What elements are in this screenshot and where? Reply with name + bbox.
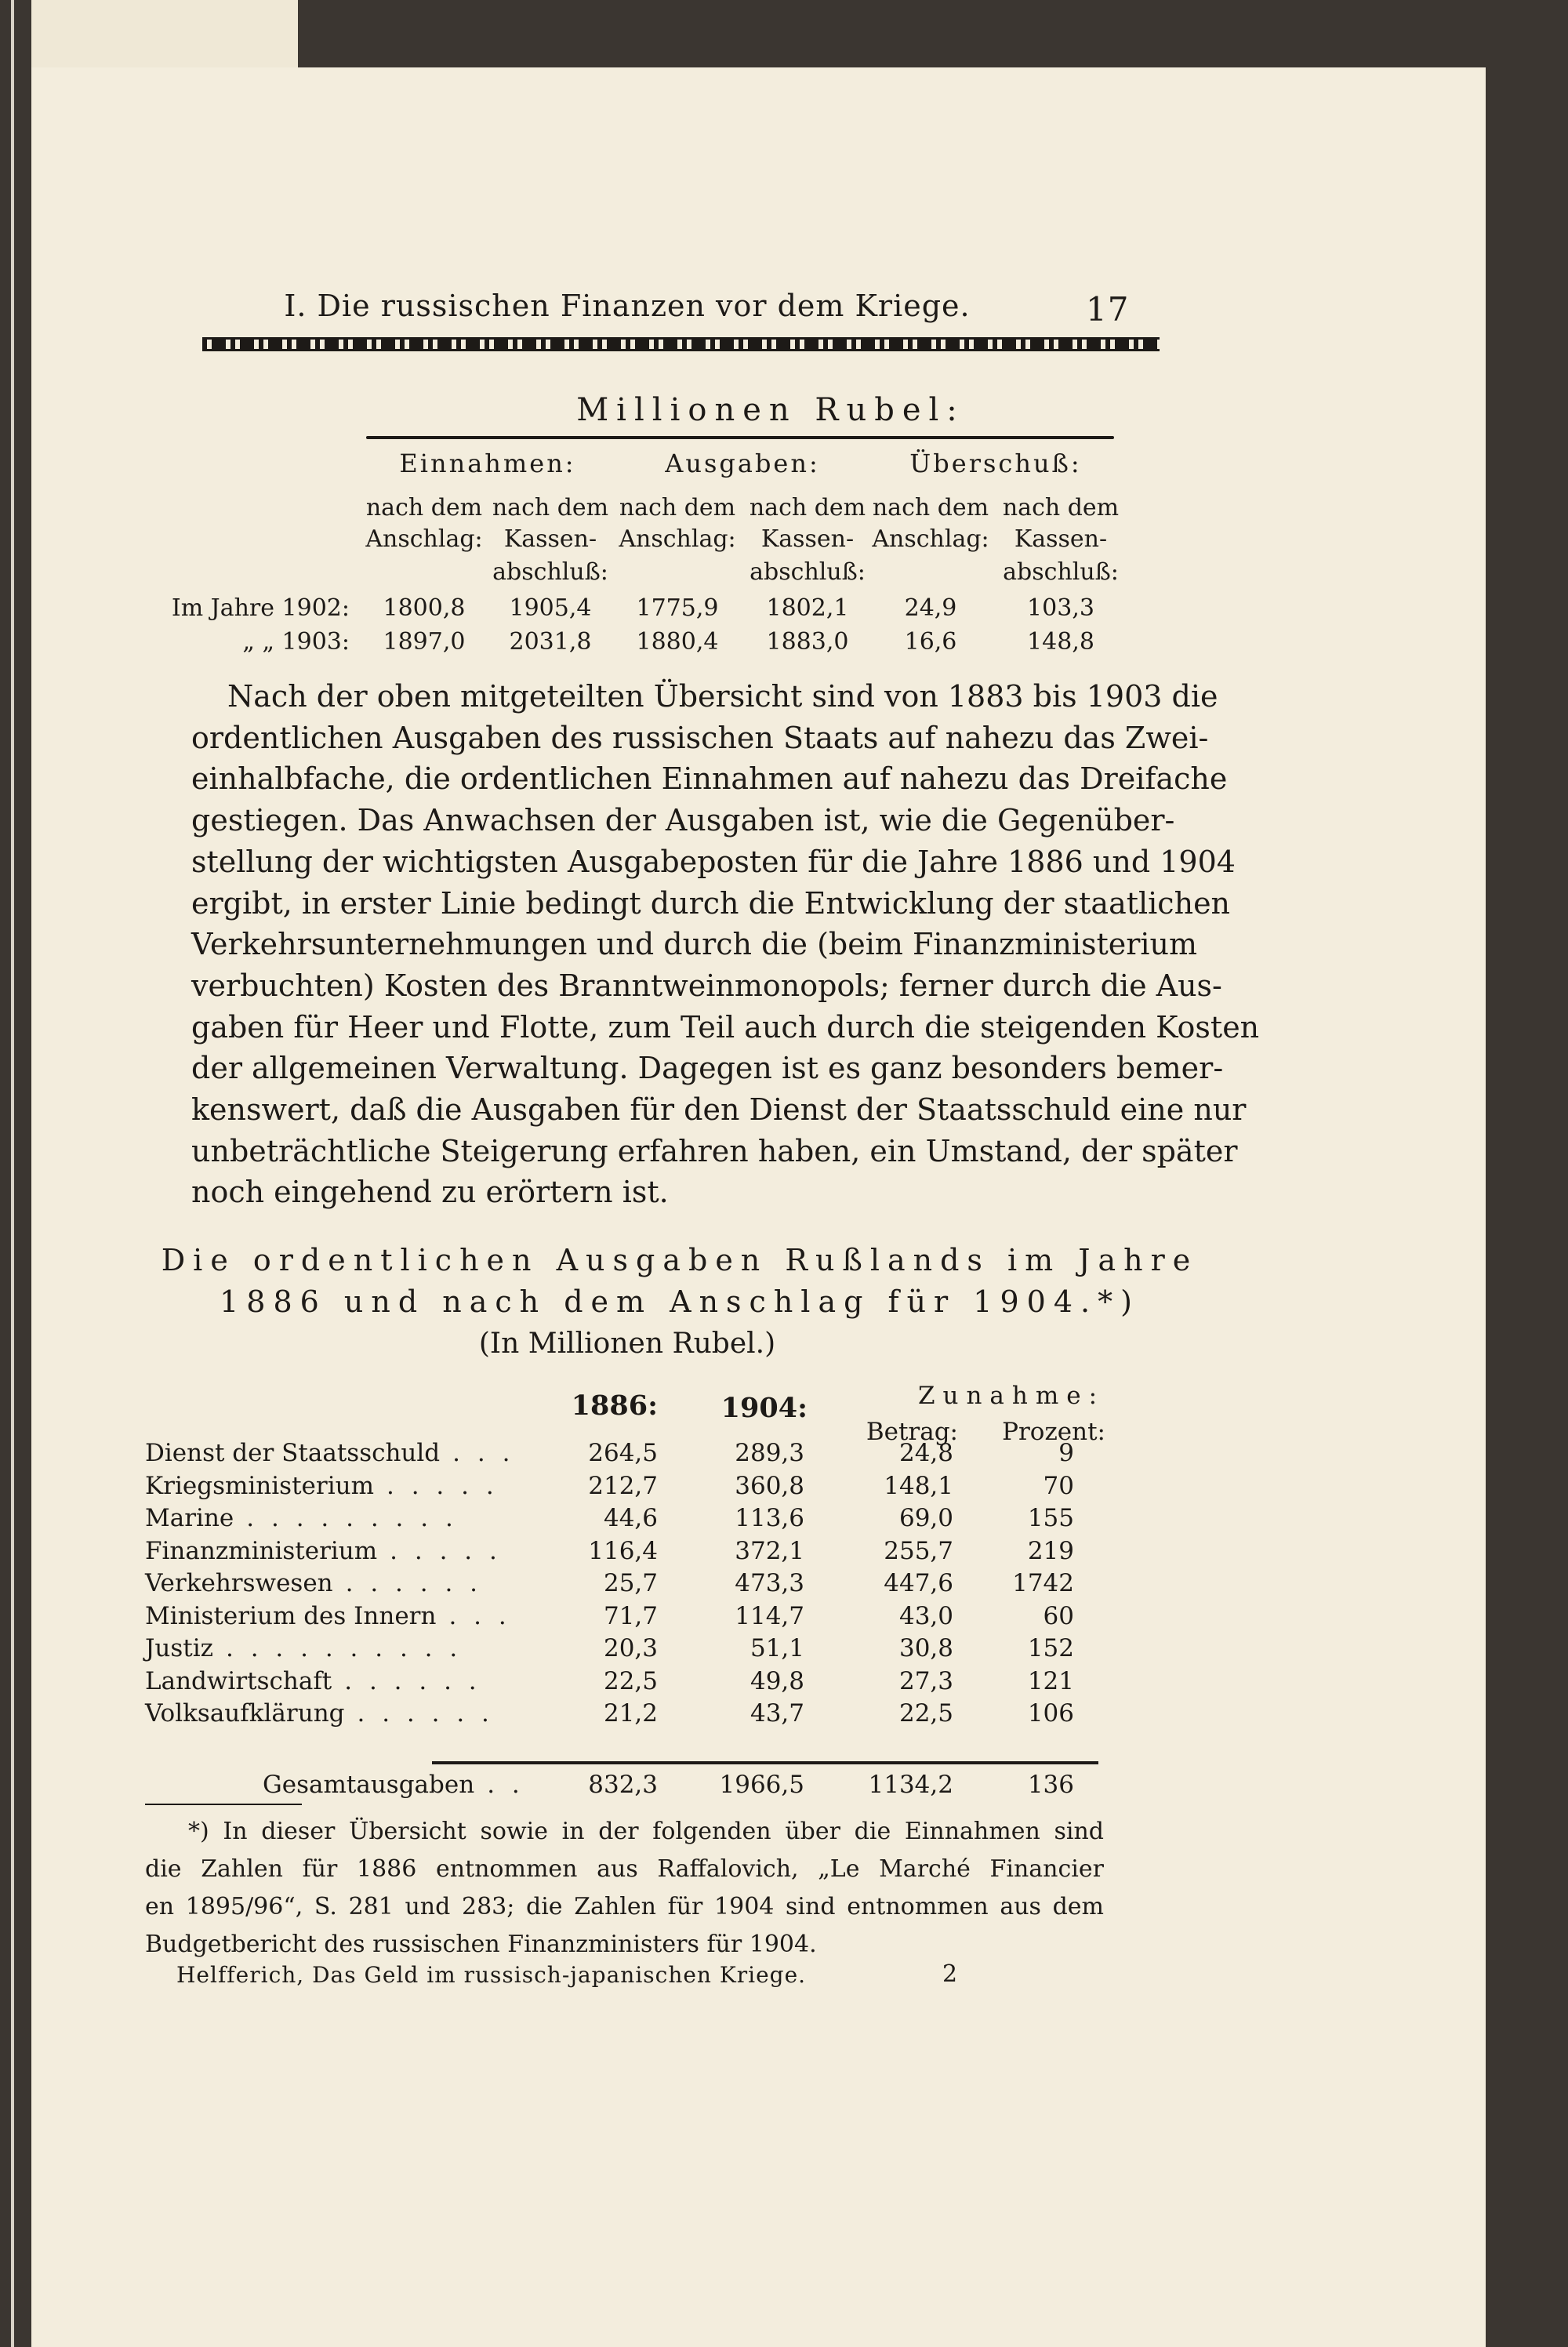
paragraph-line: noch eingehend zu erörtern ist. [191,1175,669,1210]
subheader: Anschlag: [365,525,483,553]
leader-dots: . . . [452,1439,515,1467]
header-1886: 1886: [571,1390,658,1422]
increase-amount: 22,5 [898,1699,953,1728]
value-1904: 360,8 [735,1471,804,1500]
increase-amount: 148,1 [884,1471,953,1500]
row-label-cell [263,1771,524,1799]
value-1886: 20,3 [603,1634,658,1662]
row-label: „ „ 1903: [242,628,350,656]
header-percent: Prozent: [1002,1418,1105,1446]
table-cell: 2031,8 [509,628,592,656]
increase-amount: 447,6 [884,1569,953,1597]
subheader: nach dem [365,494,483,521]
leader-dots: . . . . . . . . . . [226,1634,463,1662]
value-1886: 71,7 [603,1601,658,1630]
leader-dots: . . . . . [387,1471,499,1500]
page-number: 17 [1086,290,1130,329]
subheader: abschluß: [492,558,608,586]
table-cell: 24,9 [904,594,957,622]
table2-title-line2: 1886 und nach dem Anschlag für 1904.*) [220,1284,1140,1319]
group-header: Überschuß: [909,449,1082,478]
value-1904: 113,6 [735,1504,804,1532]
paragraph-line: ergibt, in erster Linie bedingt durch die Entwicklung der staatlichen [191,885,1231,921]
row-label: Marine [145,1504,234,1532]
subheader: abschluß: [1003,558,1119,586]
paragraph-line: ordentlichen Ausgaben des russischen Staats auf nahezu das Zwei- [191,720,1209,755]
value-1904: 49,8 [750,1666,804,1695]
row-label: Ministerium des Innern [145,1601,437,1630]
increase-amount: 69,0 [898,1504,953,1532]
paragraph-line: Nach der oben mitgeteilten Übersicht sind von 1883 bis 1903 die [227,679,1218,714]
leader-dots: . . . . . . [357,1699,494,1728]
increase-amount: 1134,2 [868,1771,953,1799]
value-1886: 116,4 [588,1536,658,1565]
value-1904: 372,1 [735,1536,804,1565]
table2-title-line1: Die ordentlichen Ausgaben Rußlands im Jahre [161,1243,1199,1277]
footnote-rule [145,1804,302,1805]
leader-dots: . . [487,1771,524,1799]
increase-amount: 24,8 [898,1439,953,1467]
increase-percent: 152 [1027,1634,1074,1662]
increase-percent: 136 [1027,1771,1074,1799]
increase-percent: 70 [1043,1471,1074,1500]
paragraph-line: gaben für Heer und Flotte, zum Teil auch durch die steigenden Kosten [191,1009,1260,1045]
table-cell: 1800,8 [383,594,466,622]
row-label-cell [145,1537,502,1565]
ornamental-border [202,337,1160,351]
page-edge [11,0,14,2347]
brace-line [366,436,1114,439]
footnote-line: Budgetbericht des russischen Finanzministers für 1904. [145,1931,817,1958]
increase-percent: 9 [1058,1439,1074,1467]
increase-percent: 1742 [1012,1569,1074,1597]
value-1904: 114,7 [735,1601,804,1630]
increase-amount: 27,3 [898,1666,953,1695]
footnote-line: *) In dieser Übersicht sowie in der folgenden über die Einnahmen sind [188,1818,1104,1845]
row-label-cell [145,1667,481,1695]
increase-percent: 60 [1043,1601,1074,1630]
row-label: Dienst der Staatsschuld [145,1439,441,1467]
subheader: nach dem [492,494,609,521]
value-1886: 22,5 [603,1666,658,1695]
row-label-cell [145,1602,511,1630]
page-margin [31,0,298,71]
row-label-cell [145,1504,458,1532]
row-label: Justiz [145,1634,214,1662]
subheader: Kassen- [1014,525,1108,553]
leader-dots: . . . . . [390,1536,502,1565]
sheet-number: 2 [942,1960,958,1988]
subheader: Anschlag: [619,525,736,553]
leader-dots: . . . [448,1601,511,1630]
paragraph-line: verbuchten) Kosten des Branntweinmonopols; ferner durch die Aus- [191,968,1222,1003]
running-head-title: I. Die russischen Finanzen vor dem Kriege. [284,289,971,323]
increase-percent: 219 [1027,1536,1074,1565]
row-label-cell [145,1439,514,1467]
subheader: nach dem [872,494,989,521]
value-1904: 473,3 [735,1569,804,1597]
subheader: Anschlag: [872,525,989,553]
table-cell: 1883,0 [766,628,849,656]
table-cell: 16,6 [904,628,957,656]
value-1886: 44,6 [603,1504,658,1532]
row-label: Volksaufklärung [145,1699,345,1728]
row-label: Im Jahre 1902: [171,594,350,622]
row-label-cell [145,1634,462,1662]
footnote-line: en 1895/96“, S. 281 und 283; die Zahlen für 1904 sind entnommen aus dem [145,1893,1104,1920]
value-1904: 43,7 [750,1699,804,1728]
increase-amount: 255,7 [884,1536,953,1565]
table-cell: 1775,9 [636,594,719,622]
leader-dots: . . . . . . [344,1666,481,1695]
paragraph-line: der allgemeinen Verwaltung. Dagegen ist es ganz besonders bemer- [191,1051,1224,1086]
row-label: Landwirtschaft [145,1666,332,1695]
leader-dots: . . . . . . . . . [246,1504,458,1532]
paragraph-line: Verkehrsunternehmungen und durch die (beim Finanzministerium [191,927,1198,962]
row-label: Finanzministerium [145,1536,378,1565]
footnote-line: die Zahlen für 1886 entnommen aus Raffalovich, „Le Marché Financier [145,1855,1104,1883]
table-cell: 1897,0 [383,628,466,656]
table-cell: 103,3 [1027,594,1094,622]
group-header: Ausgaben: [665,449,820,478]
paragraph-line: gestiegen. Das Anwachsen der Ausgaben ist, wie die Gegenüber- [191,803,1175,838]
signature-line: Helfferich, Das Geld im russisch-japanischen Kriege. [176,1962,807,1988]
row-label-cell [145,1472,499,1500]
increase-amount: 43,0 [898,1601,953,1630]
value-1886: 212,7 [588,1471,658,1500]
group-header: Einnahmen: [399,449,576,478]
row-label-cell [145,1699,494,1728]
paragraph-line: einhalbfache, die ordentlichen Einnahmen auf nahezu das Dreifache [191,761,1228,797]
value-1886: 832,3 [588,1771,658,1799]
subheader: nach dem [1002,494,1120,521]
row-label: Kriegsministerium [145,1471,374,1500]
value-1904: 51,1 [750,1634,804,1662]
subheader: nach dem [749,494,866,521]
table-cell: 1905,4 [509,594,592,622]
row-label: Verkehrswesen [145,1569,333,1597]
header-increase: Zunahme: [917,1382,1105,1410]
paragraph-line: kenswert, daß die Ausgaben für den Dienst der Staatsschuld eine nur [191,1092,1247,1127]
paragraph-line: unbeträchtliche Steigerung erfahren haben, ein Umstand, der später [191,1133,1238,1168]
table-cell: 1802,1 [766,594,849,622]
value-1886: 25,7 [603,1569,658,1597]
subheader: abschluß: [750,558,866,586]
leader-dots: . . . . . . [345,1569,483,1597]
table1-caption: Millionen Rubel: [576,392,965,428]
increase-amount: 30,8 [898,1634,953,1662]
increase-percent: 106 [1027,1699,1074,1728]
value-1904: 289,3 [735,1439,804,1467]
value-1886: 21,2 [603,1699,658,1728]
table-cell: 148,8 [1027,628,1094,656]
header-1904: 1904: [720,1392,808,1424]
sum-rule [432,1761,1098,1764]
paragraph-line: stellung der wichtigsten Ausgabeposten für die Jahre 1886 und 1904 [191,844,1236,879]
increase-percent: 121 [1027,1666,1074,1695]
subheader: nach dem [619,494,736,521]
subheader: Kassen- [760,525,855,553]
row-label: Gesamtausgaben [263,1771,475,1799]
row-label-cell [145,1569,482,1597]
table-cell: 1880,4 [636,628,719,656]
header-amount: Betrag: [866,1418,958,1446]
table2-subtitle: (In Millionen Rubel.) [478,1328,776,1360]
value-1904: 1966,5 [719,1771,804,1799]
value-1886: 264,5 [588,1439,658,1467]
subheader: Kassen- [503,525,597,553]
increase-percent: 155 [1027,1504,1074,1532]
